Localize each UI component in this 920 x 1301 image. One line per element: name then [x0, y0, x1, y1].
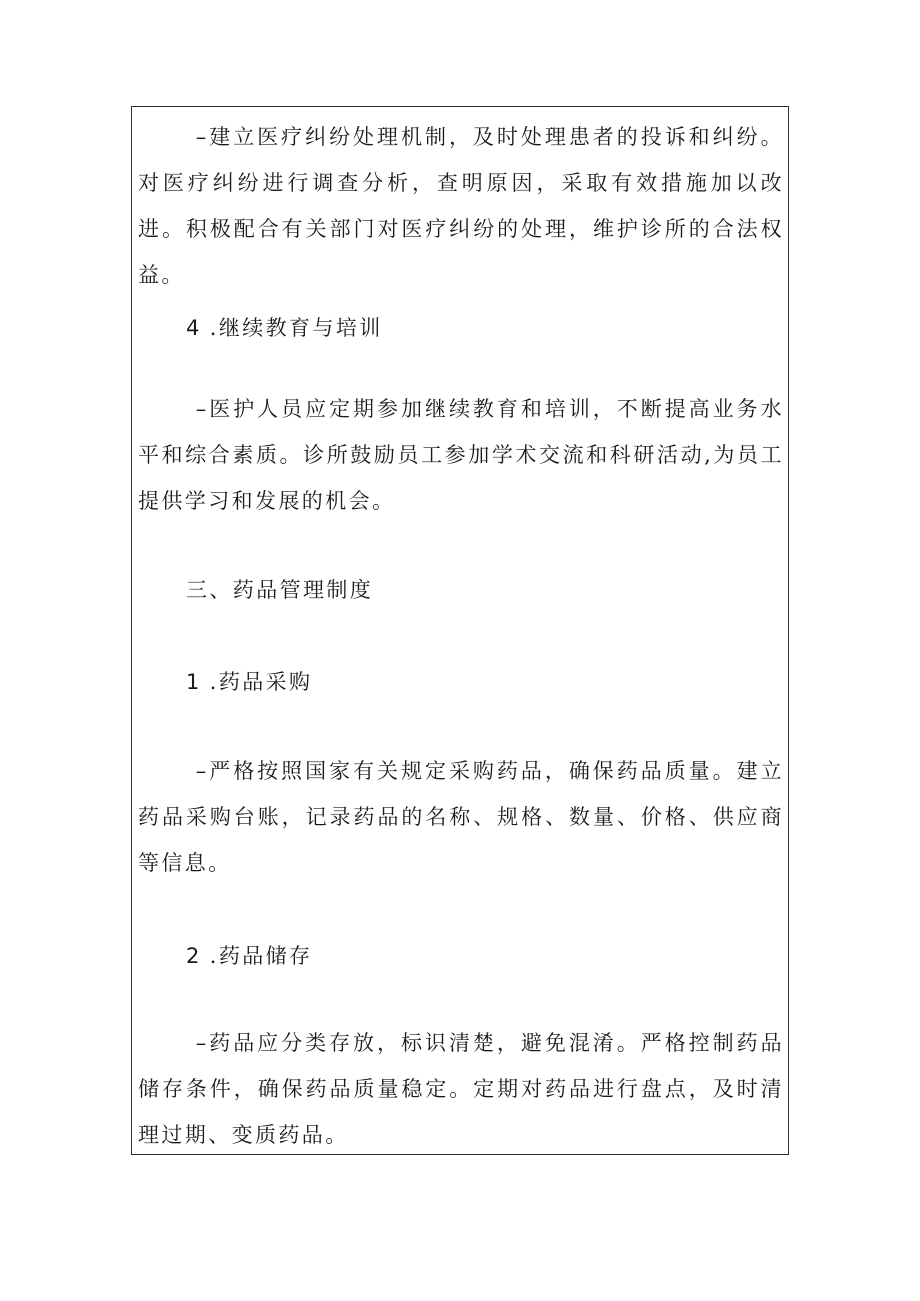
paragraph-procurement: –严格按照国家有关规定采购药品，确保药品质量。建立药品采购台账，记录药品的名称、规格、数量、价格、供应商等信息。 [138, 759, 784, 875]
paragraph-training: –医护人员应定期参加继续教育和培训，不断提高业务水平和综合素质。诊所鼓励员工参加学术交流和科研活动,为员工提供学习和发展的机会。 [138, 397, 784, 513]
paragraph-medical-dispute-handling: –建立医疗纠纷处理机制，及时处理患者的投诉和纠纷。对医疗纠纷进行调查分析，查明原因，采取有效措施加以改进。积极配合有关部门对医疗纠纷的处理，维护诊所的合法权益。 [138, 125, 784, 287]
section-title: .继续教育与培训 [209, 316, 383, 340]
paragraph-storage: –药品应分类存放，标识清楚，避免混淆。严格控制药品储存条件，确保药品质量稳定。定期对药品进行盘点，及时清理过期、变质药品。 [138, 1031, 784, 1147]
section-heading-continuing-education [186, 305, 383, 351]
section-number: 4 [186, 316, 202, 340]
section-heading-drug-storage [186, 933, 312, 979]
chapter-title: 三、药品管理制度 [186, 578, 374, 602]
chapter-heading-drug-management [186, 567, 373, 613]
section-number: 1 [186, 670, 202, 694]
section-title: .药品储存 [209, 944, 313, 968]
section-title: .药品采购 [209, 670, 313, 694]
section-heading-drug-procurement [186, 659, 312, 705]
section-number: 2 [186, 944, 202, 968]
